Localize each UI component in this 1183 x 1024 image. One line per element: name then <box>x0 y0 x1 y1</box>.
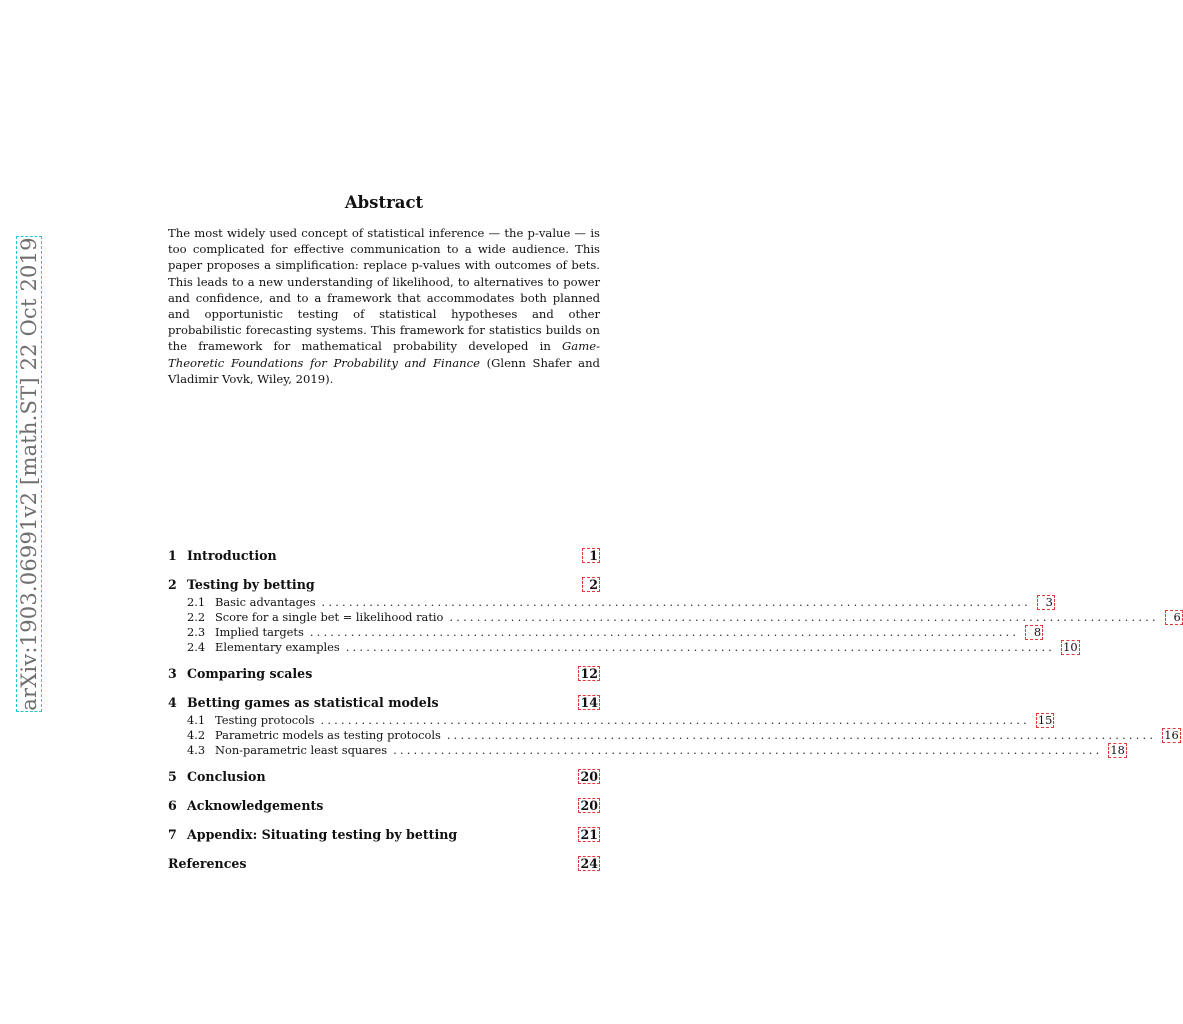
toc-title: Betting games as statistical models <box>187 695 439 710</box>
toc-entry-parametric-models[interactable] <box>168 728 1179 743</box>
toc-entry-non-parametric[interactable] <box>168 743 1125 758</box>
toc-title: Conclusion <box>187 769 266 784</box>
toc-page-link[interactable]: 16 <box>1164 728 1179 742</box>
toc-number: 1 <box>168 548 177 563</box>
toc-number: 4.1 <box>187 713 206 727</box>
toc-leader-dots: ........................................................................................................ <box>446 728 1157 742</box>
toc-page-link[interactable]: 15 <box>1037 713 1053 727</box>
toc-title: Testing by betting <box>187 577 315 592</box>
toc-page-link[interactable]: 12 <box>580 666 598 681</box>
toc-title: Testing protocols <box>215 713 315 727</box>
toc-entry-score-single-bet[interactable] <box>168 610 1181 625</box>
toc-page-link[interactable]: 14 <box>580 695 598 710</box>
toc-title: Non-parametric least squares <box>215 743 388 757</box>
toc-page-link[interactable]: 1 <box>582 548 600 563</box>
toc-number: 4.2 <box>187 728 206 742</box>
toc-number: 2.3 <box>187 625 206 639</box>
toc-title: Acknowledgements <box>187 798 324 813</box>
toc-entry-basic-advantages[interactable] <box>168 595 1053 610</box>
toc-leader-dots: ........................................................................................................ <box>320 713 1030 727</box>
toc-title: Parametric models as testing protocols <box>215 728 441 742</box>
toc-entry-references[interactable] <box>168 856 600 874</box>
table-of-contents <box>168 548 1181 874</box>
toc-page-link[interactable]: 6 <box>1165 610 1183 625</box>
toc-leader-dots: ........................................................................................................ <box>449 610 1159 624</box>
arxiv-identifier: arXiv:1903.06991v2 [math.ST] 22 Oct 2019 <box>17 237 41 711</box>
toc-number: 7 <box>168 827 177 842</box>
toc-title: Comparing scales <box>187 666 313 681</box>
abstract-text-part2: (Glenn Shafer and Vladimir Vovk, Wiley, 2019). <box>168 355 600 386</box>
toc-entry-elementary-examples[interactable] <box>168 640 1078 655</box>
toc-number: 4.3 <box>187 743 206 757</box>
abstract-heading: Abstract <box>344 193 424 212</box>
toc-leader-dots: ........................................................................................................ <box>309 625 1020 639</box>
toc-entry-appendix[interactable] <box>168 827 600 845</box>
toc-title: Score for a single bet = likelihood ratio <box>215 610 444 624</box>
toc-number: 2.2 <box>187 610 206 624</box>
toc-number: 5 <box>168 769 177 784</box>
toc-title: Elementary examples <box>215 640 340 654</box>
toc-title: Appendix: Situating testing by betting <box>187 827 458 842</box>
toc-page-link[interactable]: 8 <box>1025 625 1043 640</box>
toc-title: Introduction <box>187 548 277 563</box>
toc-title: Implied targets <box>215 625 304 639</box>
toc-number: 6 <box>168 798 177 813</box>
toc-page-link[interactable]: 21 <box>580 827 598 842</box>
toc-number: 2 <box>168 577 177 592</box>
toc-leader-dots: ........................................................................................................ <box>393 743 1103 757</box>
toc-number: 4 <box>168 695 177 710</box>
toc-title: References <box>168 856 247 871</box>
toc-entry-betting-games[interactable] <box>168 695 600 713</box>
abstract-text <box>168 225 600 387</box>
toc-number: 2.1 <box>187 595 206 609</box>
toc-number: 3 <box>168 666 177 681</box>
toc-entry-comparing-scales[interactable] <box>168 666 600 684</box>
toc-entry-acknowledgements[interactable] <box>168 798 600 816</box>
toc-page-link[interactable]: 10 <box>1063 640 1078 654</box>
toc-entry-testing-protocols[interactable] <box>168 713 1053 728</box>
toc-page-link[interactable]: 3 <box>1037 595 1055 610</box>
book-title: Game-Theoretic Foundations for Probability and Finance <box>168 339 600 370</box>
toc-number: 2.4 <box>187 640 206 654</box>
toc-entry-implied-targets[interactable] <box>168 625 1042 640</box>
toc-page-link[interactable]: 20 <box>580 798 598 813</box>
toc-page-link[interactable]: 20 <box>580 769 598 784</box>
toc-page-link[interactable]: 18 <box>1110 743 1125 757</box>
toc-leader-dots: ........................................................................................................ <box>321 595 1031 609</box>
toc-page-link[interactable]: 24 <box>580 856 598 871</box>
abstract-text-part1: The most widely used concept of statistical inference — the p-value — is too complicated for effective communication to a wide audience. This paper proposes a simplification: replace p-values with outcomes of bets. This leads to a new understanding of likelihood, to alternatives to power and confidence, and to a framework that accommodates both planned and opportunistic testing of statistical hypotheses and other probabilistic forecasting systems. This framework for statistics builds on the framework for mathematical probability developed in <box>168 226 600 354</box>
toc-entry-conclusion[interactable] <box>168 769 600 787</box>
toc-leader-dots: ........................................................................................................ <box>345 640 1056 654</box>
toc-title: Basic advantages <box>215 595 316 609</box>
toc-entry-introduction[interactable] <box>168 548 600 566</box>
toc-page-link[interactable]: 2 <box>582 577 600 592</box>
toc-entry-testing-by-betting[interactable] <box>168 577 600 595</box>
arxiv-stamp-link[interactable] <box>16 236 42 712</box>
